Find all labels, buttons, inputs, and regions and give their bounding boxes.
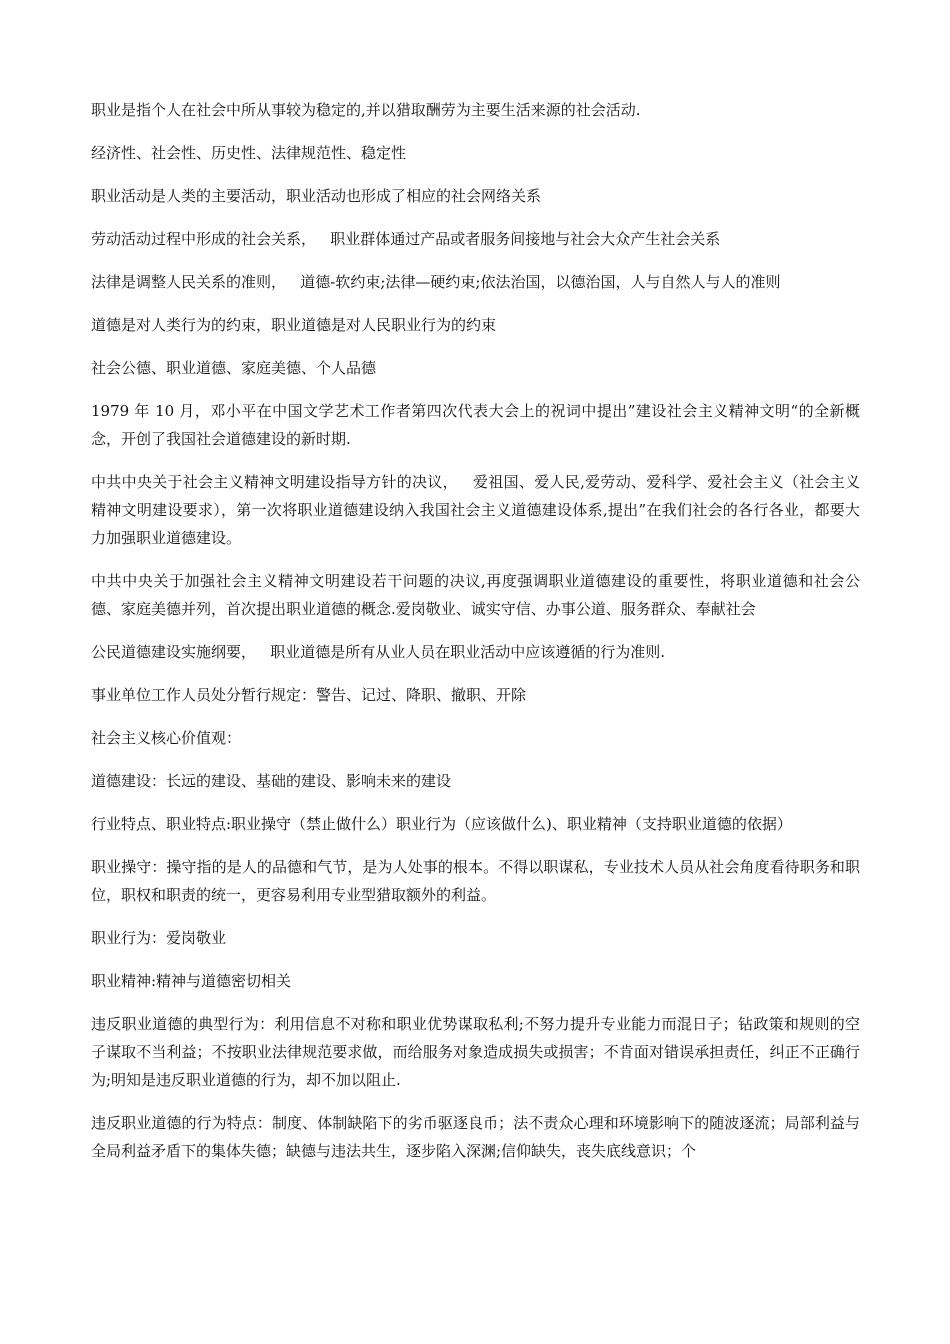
- paragraph-occupational-activity: 职业活动是人类的主要活动，职业活动也形成了相应的社会网络关系: [91, 187, 542, 205]
- paragraph-typical-violations: 违反职业道德的典型行为：利用信息不对称和职业优势谋取私利;不努力提升专业能力而混日子；钻政策和规则的空子谋取不当利益；不按职业法律规范要求做，而给服务对象造成损失或损害；不肯面对错误承担责任，纠正不正确行为;明知是违反职业道德的行为，却不加以阻止.: [91, 1015, 860, 1089]
- paragraph-occupation-definition: 职业是指个人在社会中所从事较为稳定的,并以猎取酬劳为主要生活来源的社会活动.: [91, 101, 641, 119]
- paragraph-social-relations: 劳动活动过程中形成的社会关系， 职业群体通过产品或者服务间接地与社会大众产生社会关系: [91, 230, 721, 248]
- paragraph-professional-integrity: 职业操守：操守指的是人的品德和气节，是为人处事的根本。不得以职谋私，专业技术人员从社会角度看待职务和职位，职权和职责的统一，更容易利用专业型猎取额外的利益。: [91, 858, 860, 904]
- paragraph-1979-history: 1979 年 10 月，邓小平在中国文学艺术工作者第四次代表大会上的祝词中提出”建设社会主义精神文明“的全新概念，开创了我国社会道德建设的新时期.: [91, 402, 860, 448]
- paragraph-four-morals: 社会公德、职业道德、家庭美德、个人品德: [91, 359, 377, 377]
- paragraph-guiding-resolution: 中共中央关于社会主义精神文明建设指导方针的决议， 爱祖国、爱人民,爱劳动、爱科学、爱社会主义（社会主义精神文明建设要求），第一次将职业道德建设纳入我国社会主义道德建设体系,提出”在我们社会的各行各业，都要大力加强职业道德建设。: [91, 473, 860, 547]
- paragraph-strengthening-resolution: 中共中央关于加强社会主义精神文明建设若干问题的决议,再度强调职业道德建设的重要性，将职业道德和社会公德、家庭美德并列，首次提出职业道德的概念.爱岗敬业、诚实守信、办事公道、服务群众、奉献社会: [91, 572, 860, 618]
- paragraph-morality-constraint: 道德是对人类行为的约束，职业道德是对人民职业行为的约束: [91, 316, 497, 334]
- paragraph-occupation-features: 经济性、社会性、历史性、法律规范性、稳定性: [91, 144, 407, 162]
- paragraph-disciplinary-rules: 事业单位工作人员处分暂行规定：警告、记过、降职、撤职、开除: [91, 686, 527, 704]
- document-body: [91, 96, 860, 1180]
- paragraph-law-and-morality: 法律是调整人民关系的准则， 道德-软约束;法律—硬约束;依法治国，以德治国，人与自然人与人的准则: [91, 273, 781, 291]
- paragraph-core-values: 社会主义核心价值观：: [91, 729, 242, 747]
- paragraph-violation-features: 违反职业道德的行为特点：制度、体制缺陷下的劣币驱逐良币；法不责众心理和环境影响下的随波逐流；局部利益与全局利益矛盾下的集体失德；缺德与违法共生，逐步陷入深渊;信仰缺失，丧失底线意识；个: [91, 1114, 860, 1160]
- paragraph-industry-features: 行业特点、职业特点:职业操守（禁止做什么）职业行为（应该做什么)、职业精神（支持职业道德的依据）: [91, 815, 792, 833]
- paragraph-professional-spirit: 职业精神:精神与道德密切相关: [91, 972, 292, 990]
- paragraph-professional-conduct: 职业行为：爱岗敬业: [91, 929, 227, 947]
- paragraph-civic-morality-outline: 公民道德建设实施纲要， 职业道德是所有从业人员在职业活动中应该遵循的行为准则.: [91, 643, 666, 661]
- paragraph-moral-construction: 道德建设：长远的建设、基础的建设、影响未来的建设: [91, 772, 452, 790]
